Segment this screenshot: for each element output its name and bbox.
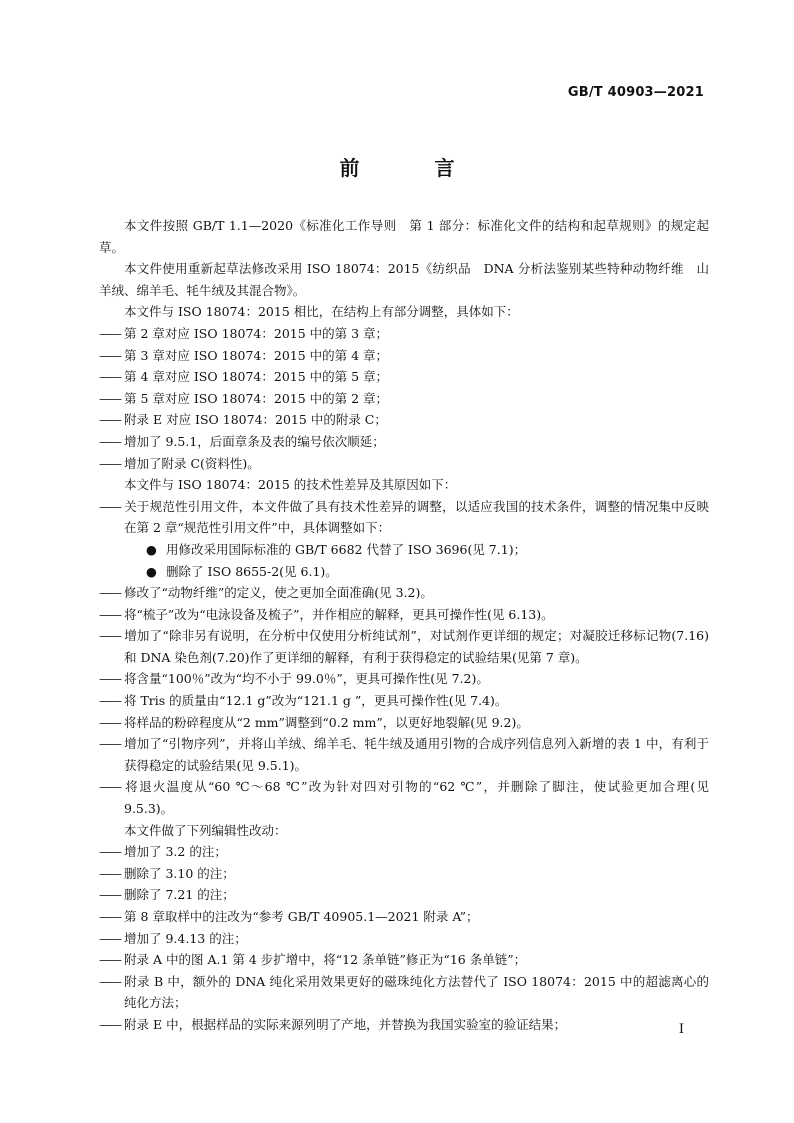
paragraph-text: 本文件做了下列编辑性改动：	[124, 822, 287, 838]
paragraph-text: 第 5 章对应 ISO 18074：2015 中的第 2 章；	[124, 390, 389, 406]
page-number: I	[678, 1022, 684, 1037]
foreword-body	[99, 215, 709, 1036]
paragraph-text: 第 2 章对应 ISO 18074：2015 中的第 3 章；	[124, 325, 389, 341]
paragraph-text: 关于规范性引用文件，本文件做了具有技术性差异的调整，以适应我国的技术条件，调整的情况集中反映在第 2 章“规范性引用文件”中，具体调整如下：	[124, 498, 709, 536]
dash-marker: ——	[99, 714, 120, 730]
paragraph-text: 本文件与 ISO 18074：2015 的技术性差异及其原因如下：	[124, 477, 457, 493]
dash-marker: ——	[99, 779, 120, 795]
dash-marker: ——	[99, 887, 120, 903]
dash-list-item	[99, 668, 709, 690]
dash-list-item	[99, 928, 709, 950]
dash-list-item	[99, 323, 709, 345]
body-paragraph	[99, 258, 709, 301]
dash-marker: ——	[99, 736, 120, 752]
paragraph-text: 将“梳子”改为“电泳设备及梳子”，并作相应的解释，更具可操作性(见 6.13)。	[124, 606, 554, 622]
paragraph-text: 增加了 3.2 的注；	[124, 844, 227, 860]
paragraph-text: 将退火温度从“60 ℃～68 ℃”改为针对四对引物的“62 ℃”，并删除了脚注，使试验更加合理(见 9.5.3)。	[124, 779, 709, 817]
paragraph-text: 第 8 章取样中的注改为“参考 GB/T 40905.1—2021 附录 A”；	[124, 909, 479, 924]
body-paragraph	[99, 820, 709, 842]
dash-marker: ——	[99, 390, 120, 406]
dash-list-item	[99, 971, 709, 1014]
page-title: 前 言	[339, 156, 489, 180]
paragraph-text: 增加了“除非另有说明，在分析中仅使用分析纯试剂”，对试剂作更详细的规定；对凝胶迁移标记物(7.16)和 DNA 染色剂(7.20)作了更详细的解释，有利于获得稳定的试验结果(见第 7 章)。	[124, 628, 709, 665]
dash-list-item	[99, 431, 709, 453]
dash-list-item	[99, 604, 709, 626]
dash-marker: ——	[99, 693, 120, 709]
paragraph-text: 删除了 3.10 的注；	[124, 865, 235, 881]
bullet-list-item	[99, 539, 709, 561]
paragraph-text: 增加了 9.5.1，后面章条及表的编号依次顺延；	[124, 433, 385, 449]
dash-marker: ——	[99, 865, 120, 881]
dash-list-item	[99, 712, 709, 734]
dash-list-item	[99, 366, 709, 388]
dash-marker: ——	[99, 952, 120, 968]
paragraph-text: 增加了“引物序列”，并将山羊绒、绵羊毛、牦牛绒及通用引物的合成序列信息列入新增的表 1 中，有利于获得稳定的试验结果(见 9.5.1)。	[124, 736, 709, 773]
bullet-dot-icon: ●	[146, 541, 157, 557]
dash-list-item	[99, 625, 709, 668]
dash-list-item	[99, 733, 709, 776]
body-paragraph	[99, 474, 709, 496]
dash-marker: ——	[99, 325, 120, 341]
bullet-list-item	[99, 561, 709, 583]
dash-marker: ——	[99, 671, 120, 687]
dash-marker: ——	[99, 909, 120, 924]
dash-marker: ——	[99, 433, 120, 449]
dash-marker: ——	[99, 1016, 120, 1032]
paragraph-text: 修改了“动物纤维”的定义，使之更加全面准确(见 3.2)。	[124, 585, 433, 601]
paragraph-text: 附录 A 中的图 A.1 第 4 步扩增中，将“12 条单链”修正为“16 条单链”；	[124, 952, 527, 968]
dash-list-item	[99, 345, 709, 367]
dash-marker: ——	[99, 930, 120, 946]
paragraph-text: 删除了 ISO 8655-2(见 6.1)。	[166, 563, 338, 579]
paragraph-text: 用修改采用国际标准的 GB/T 6682 代替了 ISO 3696(见 7.1)；	[166, 541, 527, 557]
dash-list-item	[99, 884, 709, 906]
paragraph-text: 增加了附录 C(资料性)。	[124, 455, 260, 471]
dash-marker: ——	[99, 412, 120, 428]
dash-list-item	[99, 906, 709, 928]
dash-marker: ——	[99, 628, 120, 644]
standard-code: GB/T 40903—2021	[567, 85, 704, 100]
dash-list-item	[99, 582, 709, 604]
paragraph-text: 附录 E 中，根据样品的实际来源列明了产地，并替换为我国实验室的验证结果；	[124, 1016, 567, 1032]
dash-list-item	[99, 453, 709, 475]
dash-list-item	[99, 776, 709, 819]
body-paragraph	[99, 215, 709, 258]
dash-marker: ——	[99, 369, 120, 385]
bullet-dot-icon: ●	[146, 563, 157, 579]
dash-list-item	[99, 388, 709, 410]
dash-marker: ——	[99, 606, 120, 622]
dash-list-item	[99, 690, 709, 712]
paragraph-text: 本文件使用重新起草法修改采用 ISO 18074：2015《纺织品 DNA 分析法鉴别某些特种动物纤维 山羊绒、绵羊毛、牦牛绒及其混合物》。	[99, 261, 709, 298]
dash-list-item	[99, 1014, 709, 1036]
paragraph-text: 将样品的粉碎程度从“2 mm”调整到“0.2 mm”，以更好地裂解(见 9.2)。	[124, 714, 529, 730]
paragraph-text: 将 Tris 的质量由“12.1 g”改为“121.1 g ”，更具可操作性(见 7.4)。	[124, 693, 508, 709]
dash-marker: ——	[99, 973, 120, 989]
paragraph-text: 将含量“100％”改为“均不小于 99.0％”，更具可操作性(见 7.2)。	[124, 671, 489, 687]
dash-marker: ——	[99, 455, 120, 471]
dash-marker: ——	[99, 498, 120, 514]
dash-marker: ——	[99, 347, 120, 363]
paragraph-text: 第 4 章对应 ISO 18074：2015 中的第 5 章；	[124, 369, 389, 385]
dash-list-item	[99, 841, 709, 863]
paragraph-text: 附录 B 中，额外的 DNA 纯化采用效果更好的磁珠纯化方法替代了 ISO 18074：2015 中的超滤离心的纯化方法；	[124, 973, 709, 1011]
dash-list-item	[99, 409, 709, 431]
dash-list-item	[99, 949, 709, 971]
paragraph-text: 删除了 7.21 的注；	[124, 887, 235, 903]
paragraph-text: 增加了 9.4.13 的注；	[124, 930, 247, 946]
paragraph-text: 本文件与 ISO 18074：2015 相比，在结构上有部分调整，具体如下：	[124, 304, 519, 320]
dash-marker: ——	[99, 844, 120, 860]
body-paragraph	[99, 301, 709, 323]
dash-list-item	[99, 863, 709, 885]
paragraph-text: 第 3 章对应 ISO 18074：2015 中的第 4 章；	[124, 347, 389, 363]
dash-marker: ——	[99, 585, 120, 601]
dash-list-item	[99, 496, 709, 539]
paragraph-text: 附录 E 对应 ISO 18074：2015 中的附录 C；	[124, 412, 387, 428]
paragraph-text: 本文件按照 GB/T 1.1—2020《标准化工作导则 第 1 部分：标准化文件的结构和起草规则》的规定起草。	[99, 218, 709, 255]
